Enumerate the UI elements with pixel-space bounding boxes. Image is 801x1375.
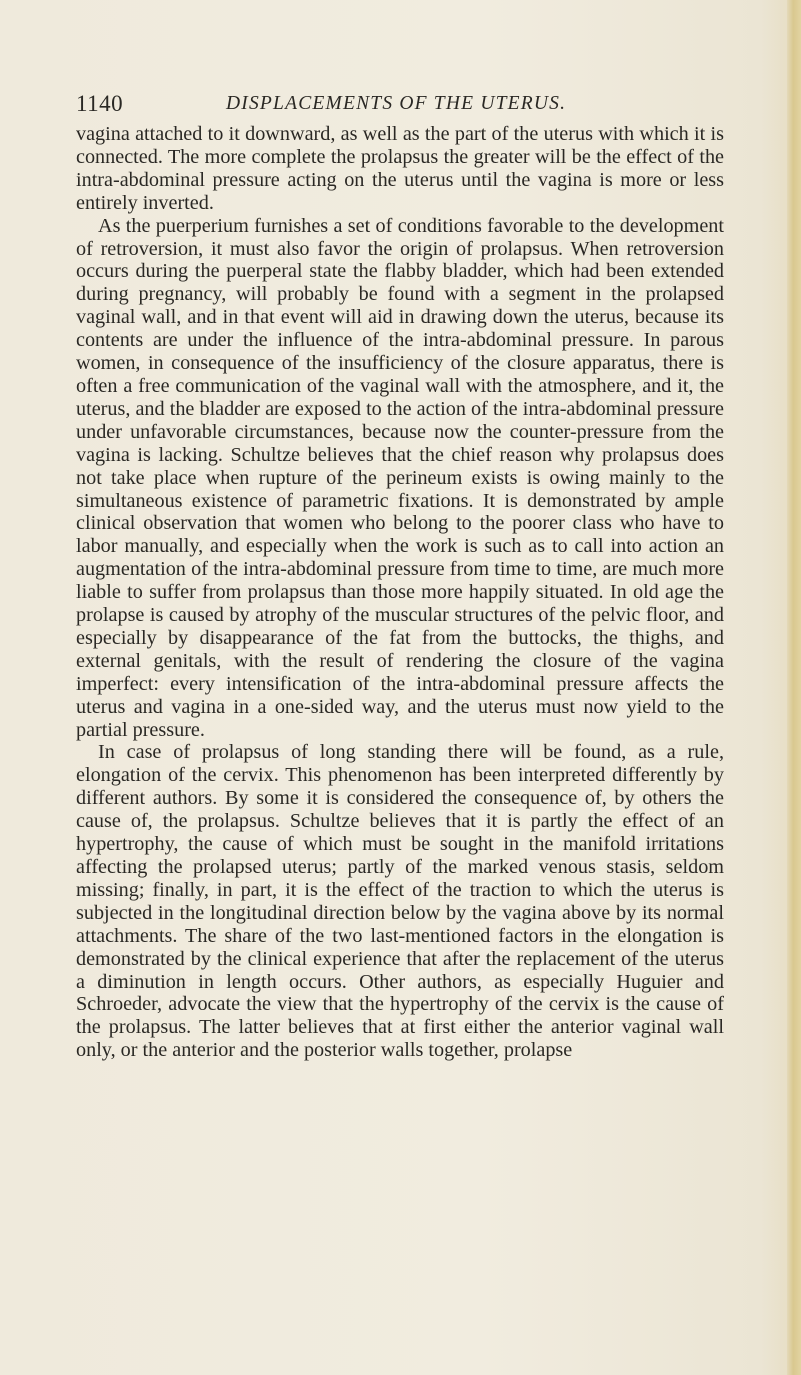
- body-text: [76, 123, 724, 1062]
- page-header: [76, 91, 696, 121]
- running-head: DISPLACEMENTS OF THE UTERUS.: [226, 93, 567, 114]
- page-edge: [787, 0, 801, 1375]
- page-number: 1140: [76, 91, 124, 116]
- paragraph-3: In case of prolapsus of long standing there will be found, as a rule, elongation of the cervix. This phenomenon has been interpreted differently by different authors. By some it is considered the consequence of, by others the cause of, the prolapsus. Schultze believes that it is partly the effect of an hypertrophy, the cause of which must be sought in the manifold irritations affecting the prolapsed uterus; partly of the marked venous stasis, seldom missing; finally, in part, it is the effect of the traction to which the uterus is subjected in the longitudinal direction below by the vagina above by its normal attachments. The share of the two last-mentioned factors in the elongation is demonstrated by the clinical experience that after the replacement of the uterus a diminution in length occurs. Other authors, as especially Huguier and Schroeder, advocate the view that the hypertrophy of the cervix is the cause of the prolapsus. The latter believes that at first either the anterior vaginal wall only, or the anterior and the posterior walls together, prolapse: [76, 741, 724, 1062]
- paragraph-1: vagina attached to it downward, as well as the part of the uterus with which it is connected. The more complete the prolapsus the greater will be the effect of the intra-abdominal pressure acting on the uterus until the vagina is more or less entirely inverted.: [76, 123, 724, 214]
- paragraph-2: As the puerperium furnishes a set of conditions favorable to the development of retroversion, it must also favor the origin of prolapsus. When retroversion occurs during the puerperal state the flabby bladder, which had been extended during pregnancy, will probably be found with a segment in the prolapsed vaginal wall, and in that event will aid in drawing down the uterus, because its contents are under the influence of the intra-abdominal pressure. In parous women, in consequence of the insufficiency of the closure apparatus, there is often a free communication of the vaginal wall with the atmosphere, and it, the uterus, and the bladder are exposed to the action of the intra-abdominal pressure under unfavorable circumstances, because now the counter-pressure from the vagina is lacking. Schultze believes that the chief reason why prolapsus does not take place when rupture of the perineum exists is owing mainly to the simultaneous existence of parametric fixations. It is demonstrated by ample clinical observation that women who belong to the poorer class who have to labor manually, and especially when the work is such as to call into action an augmentation of the intra-abdominal pressure from time to time, are much more liable to suffer from prolapsus than those more happily situated. In old age the prolapse is caused by atrophy of the muscular structures of the pelvic floor, and especially by disappearance of the fat from the buttocks, the thighs, and external genitals, with the result of rendering the closure of the vagina imperfect: every intensification of the intra-abdominal pressure affects the uterus and vagina in a one-sided way, and the uterus must now yield to the partial pressure.: [76, 214, 724, 741]
